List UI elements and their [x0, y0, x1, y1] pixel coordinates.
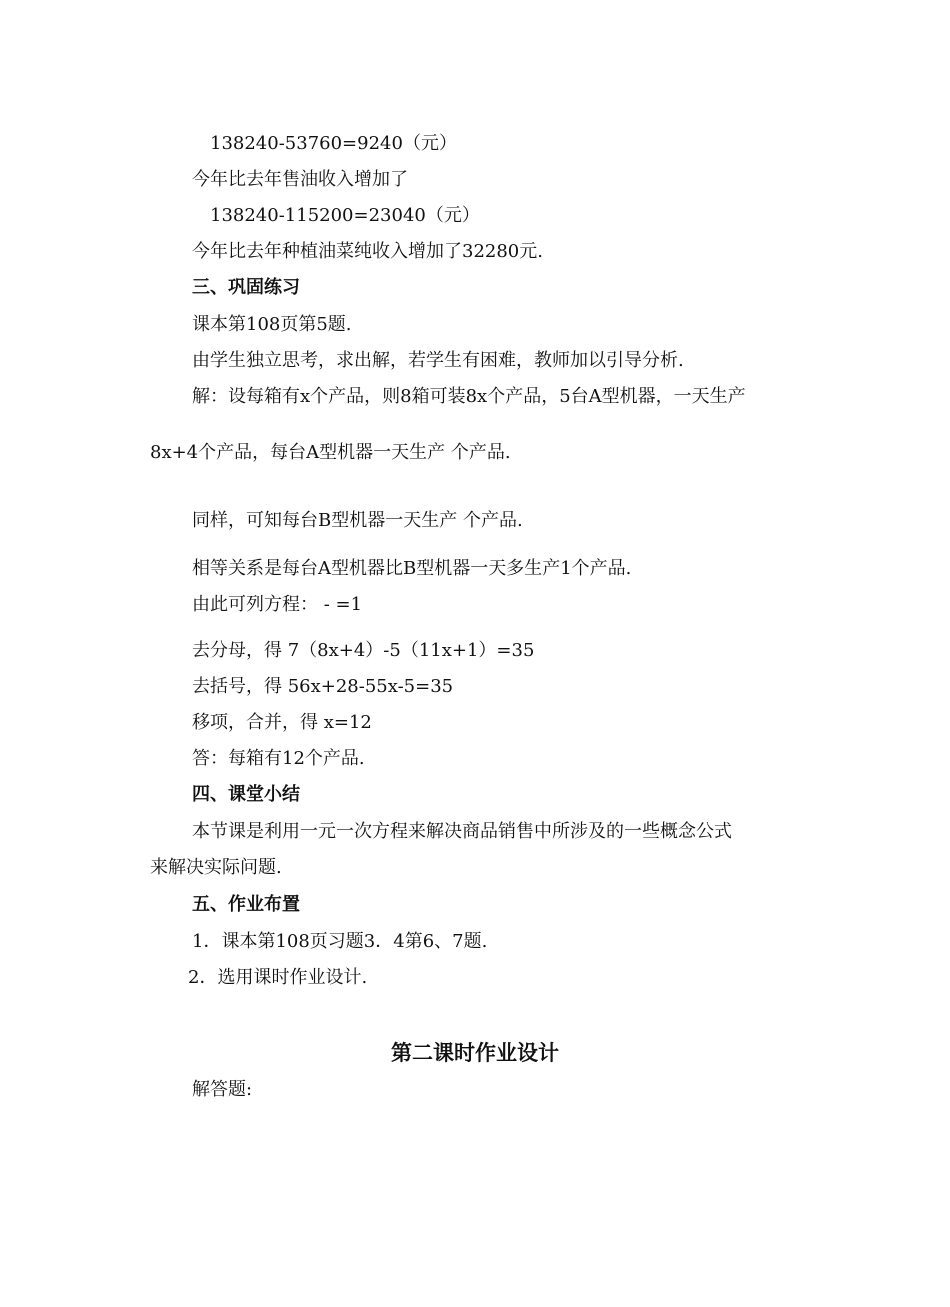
section-heading-summary: 四、课堂小结: [192, 784, 300, 805]
solution-line-equation: 由此可列方程： - =1: [192, 594, 363, 615]
text-oil-income-increase: 今年比去年售油收入增加了: [192, 169, 408, 190]
solution-line-2: 8x+4个产品，每台A型机器一天生产 个产品.: [150, 442, 511, 463]
homework-item-1: 1．课本第108页习题3．4第6、7题.: [192, 931, 488, 952]
text-answer-questions: 解答题:: [192, 1079, 253, 1100]
section-heading-homework: 五、作业布置: [192, 894, 300, 915]
solution-step-brackets: 去括号，得 56x+28-55x-5=35: [192, 676, 454, 697]
solution-answer: 答：每箱有12个产品.: [192, 748, 365, 769]
summary-line-2: 来解决实际问题.: [150, 857, 282, 878]
homework-item-2: 2．选用课时作业设计.: [188, 967, 368, 988]
calc-line-oil-diff: 138240-53760=9240（元）: [210, 133, 457, 154]
text-net-income-increase: 今年比去年种植油菜纯收入增加了32280元.: [192, 241, 543, 262]
solution-line-1: 解：设每箱有x个产品，则8箱可装8x个产品，5台A型机器，一天生产: [192, 386, 746, 407]
section-heading-practice: 三、巩固练习: [192, 277, 300, 298]
solution-step-denominator: 去分母，得 7（8x+4）-5（11x+1）=35: [192, 640, 535, 661]
page-title-homework-design: 第二课时作业设计: [391, 1040, 559, 1065]
solution-line-relation: 相等关系是每台A型机器比B型机器一天多生产1个产品.: [192, 558, 632, 579]
solution-line-machine-b: 同样，可知每台B型机器一天生产 个产品.: [192, 510, 523, 531]
solution-step-combine: 移项，合并，得 x=12: [192, 712, 372, 733]
text-textbook-exercise: 课本第108页第5题.: [192, 314, 352, 335]
calc-line-income-diff: 138240-115200=23040（元）: [210, 205, 480, 226]
summary-line-1: 本节课是利用一元一次方程来解决商品销售中所涉及的一些概念公式: [192, 821, 732, 842]
text-student-thinking: 由学生独立思考，求出解，若学生有困难，教师加以引导分析.: [192, 350, 684, 371]
